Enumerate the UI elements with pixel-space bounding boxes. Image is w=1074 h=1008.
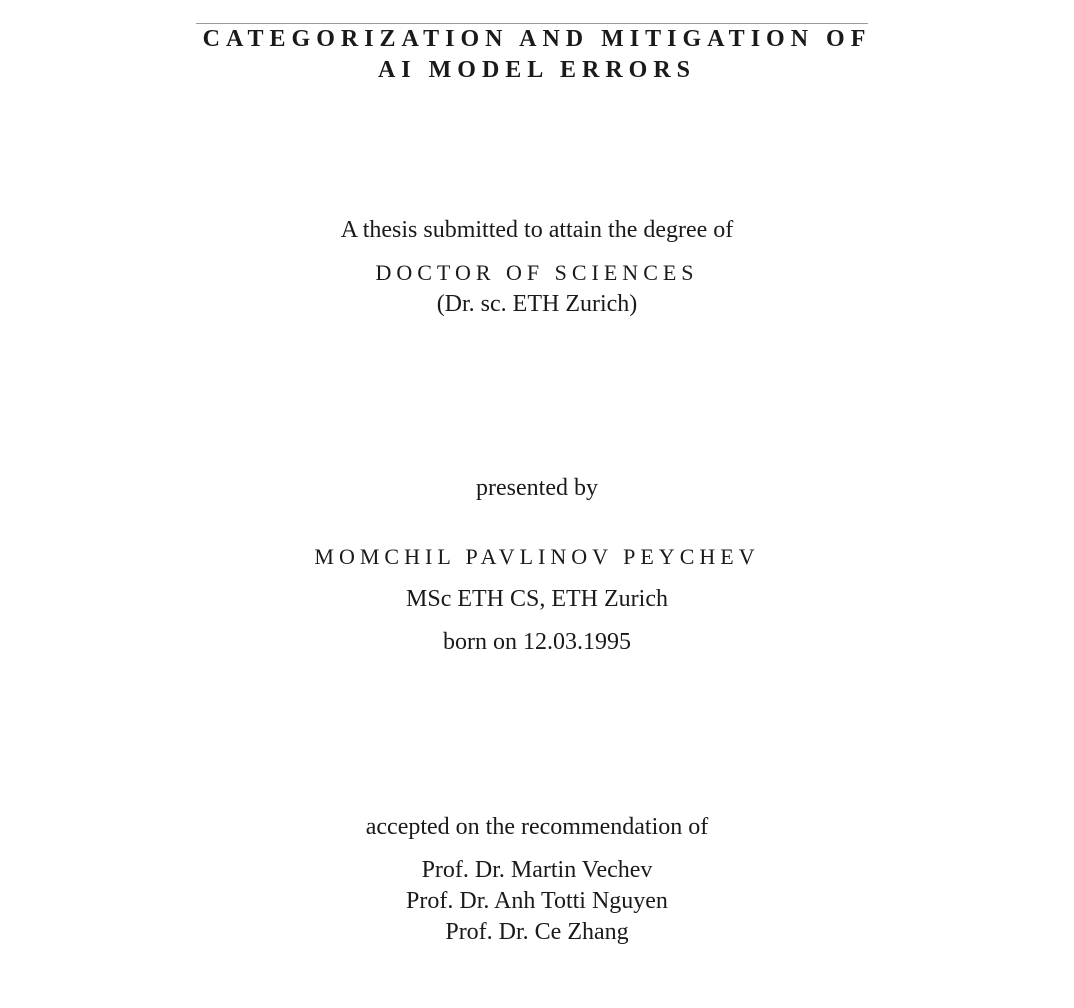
- committee-intro: accepted on the recommendation of: [365, 814, 709, 840]
- thesis-title-line-2: AI MODEL ERRORS: [377, 57, 697, 83]
- author-name: MOMCHIL PAVLINOV PEYCHEV: [314, 544, 760, 569]
- degree-abbreviation: (Dr. sc. ETH Zurich): [436, 291, 638, 317]
- thesis-title-line-1: CATEGORIZATION AND MITIGATION OF: [202, 26, 872, 52]
- presented-by: presented by: [476, 475, 598, 501]
- author-qualification: MSc ETH CS, ETH Zurich: [406, 586, 668, 612]
- degree-intro: A thesis submitted to attain the degree of: [340, 217, 734, 243]
- degree-name: DOCTOR OF SCIENCES: [375, 260, 699, 285]
- committee-member: Prof. Dr. Anh Totti Nguyen: [406, 888, 668, 914]
- committee-member: Prof. Dr. Martin Vechev: [421, 857, 653, 883]
- author-birth-date: born on 12.03.1995: [443, 629, 631, 655]
- committee-member: Prof. Dr. Ce Zhang: [445, 919, 629, 945]
